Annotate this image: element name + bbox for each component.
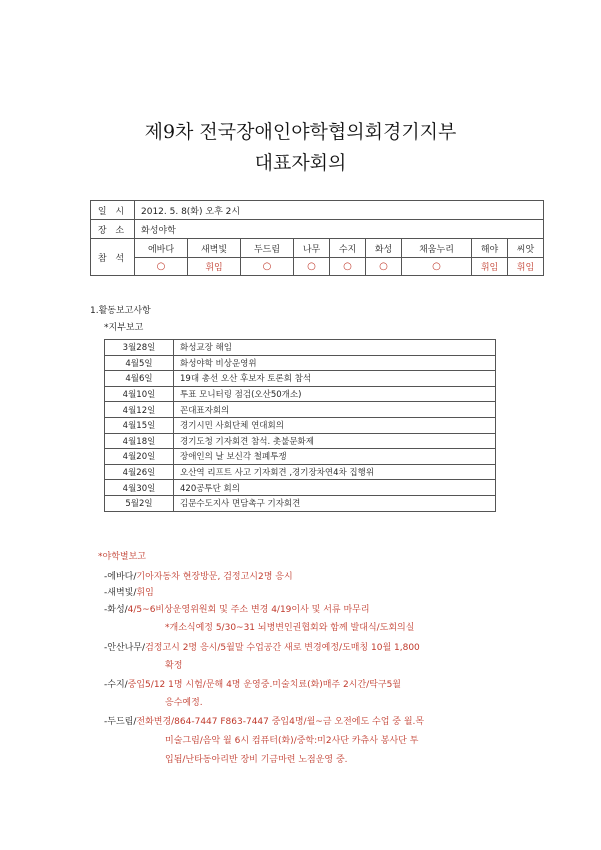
org-name: 채움누리 [402,239,472,258]
table-row [105,449,496,465]
report-date: 4월5일 [105,355,174,371]
table-row [105,402,496,418]
school-report-line [104,714,424,727]
school-report-text: 기아자동차 현장방문, 검정고시2명 응시 [136,572,293,582]
attendance-status: ○ [330,258,366,276]
org-name: 새벽빛 [188,239,241,258]
report-date: 5월2일 [105,495,174,511]
attendance-status: 휘임 [508,258,544,276]
school-report-text: 검정고시 2명 응시/5월말 수업공간 새로 변경예정/도매칭 10월 1,800 [145,643,420,653]
school-label: -안산나무/ [104,643,146,653]
report-date: 4월6일 [105,371,174,387]
attend-label: 참 석 [91,239,135,276]
place-label: 장 소 [91,220,135,239]
meeting-info-table [90,200,544,276]
org-name: 에바다 [135,239,188,258]
report-date: 4월12일 [105,402,174,418]
org-name: 화성 [366,239,402,258]
date-row [91,201,544,220]
school-label: -에바다/ [104,572,137,582]
report-event: 오산역 리프트 사고 기자회견 ,경기장차연4차 집행위 [174,464,496,480]
report-date: 4월20일 [105,449,174,465]
school-report-text: 휘임 [136,588,154,598]
org-name: 씨앗 [508,239,544,258]
school-report-text: 전화변경/864-7447 F863-7447 중입4명/월~금 오전에도 수업 중 월.목 [136,717,425,727]
attendance-status: ○ [294,258,330,276]
report-event: 경기시민 사회단체 연대회의 [174,417,496,433]
org-name: 나무 [294,239,330,258]
section-heading: 1.활동보고사항 [90,306,151,316]
school-report-text: 응수예정. [165,698,203,708]
section-heading: *야학별보고 [98,552,146,562]
school-label: -새벽빛/ [104,588,137,598]
school-report-line [104,640,420,653]
report-event: 꼰대표자회의 [174,402,496,418]
report-event: 투표 모니터링 점검(오산50개소) [174,386,496,402]
school-report-text: *개소식예정 5/30~31 뇌병변인권협회와 함께 발대식/도회의실 [165,623,415,633]
school-report-line [104,677,401,690]
school-label: -화성/ [104,605,128,615]
table-row [105,417,496,433]
org-name: 두드림 [241,239,294,258]
report-event: 장애인의 날 보신각 철폐투쟁 [174,449,496,465]
table-row [105,371,496,387]
org-name: 해야 [472,239,508,258]
school-report-text: 4/5~6비상운영위원회 및 주소 변경 4/19이사 및 서류 마무리 [127,605,370,615]
place-value: 화성야학 [135,220,544,239]
document-subtitle: 대표자회의 [254,152,347,174]
school-label: -수지/ [104,680,128,690]
school-report-line [165,695,203,708]
attendance-status: 휘임 [472,258,508,276]
school-report-line [104,602,370,615]
table-row [105,495,496,511]
table-row [105,464,496,480]
school-report-text: 입됨/난타동아리반 장비 기금마련 노점운영 중. [165,755,348,765]
table-row [105,355,496,371]
table-row [105,433,496,449]
attendance-status: ○ [366,258,402,276]
report-event: 화성야학 비상운영위 [174,355,496,371]
attendee-status-row [91,258,544,276]
date-value: 2012. 5. 8(화) 오후 2시 [135,201,544,220]
report-date: 4월15일 [105,417,174,433]
report-event: 19대 총선 오산 후보자 토론회 참석 [174,371,496,387]
report-event: 화성교장 해임 [174,340,496,356]
report-event: 김문수도지사 면담촉구 기자회견 [174,495,496,511]
branch-report-table [104,339,496,512]
school-report-line [104,585,154,598]
table-row [105,480,496,496]
place-row [91,220,544,239]
school-report-line [165,733,418,746]
attendance-status: ○ [402,258,472,276]
attendee-org-row [91,239,544,258]
attendance-status: ○ [241,258,294,276]
school-report-line [165,658,182,671]
date-label: 일 시 [91,201,135,220]
document-title: 제9차 전국장애인야학협의회경기지부 [144,121,457,143]
school-report-line [165,752,348,765]
report-date: 4월18일 [105,433,174,449]
table-row [105,386,496,402]
table-row [105,340,496,356]
subsection-heading: *지부보고 [104,323,144,333]
attendance-status: ○ [135,258,188,276]
org-name: 수지 [330,239,366,258]
report-date: 4월26일 [105,464,174,480]
attendance-status: 휘임 [188,258,241,276]
report-date: 4월30일 [105,480,174,496]
school-report-line [165,620,414,633]
report-date: 4월10일 [105,386,174,402]
school-report-text: 중입5/12 1명 시험/문해 4명 운영중.미술치료(화)매주 2시간/탁구5월 [127,680,402,690]
report-event: 경기도청 기자회견 참석. 촛불문화제 [174,433,496,449]
report-event: 420공투단 회의 [174,480,496,496]
school-label: -두드림/ [104,717,137,727]
report-date: 3월28일 [105,340,174,356]
school-report-text: 미술그림/음악 월 6시 컴퓨터(화)/중학:미2사단 카츄사 봉사단 투 [165,736,419,746]
school-report-text: 확정 [165,661,183,671]
school-report-line [104,569,293,582]
